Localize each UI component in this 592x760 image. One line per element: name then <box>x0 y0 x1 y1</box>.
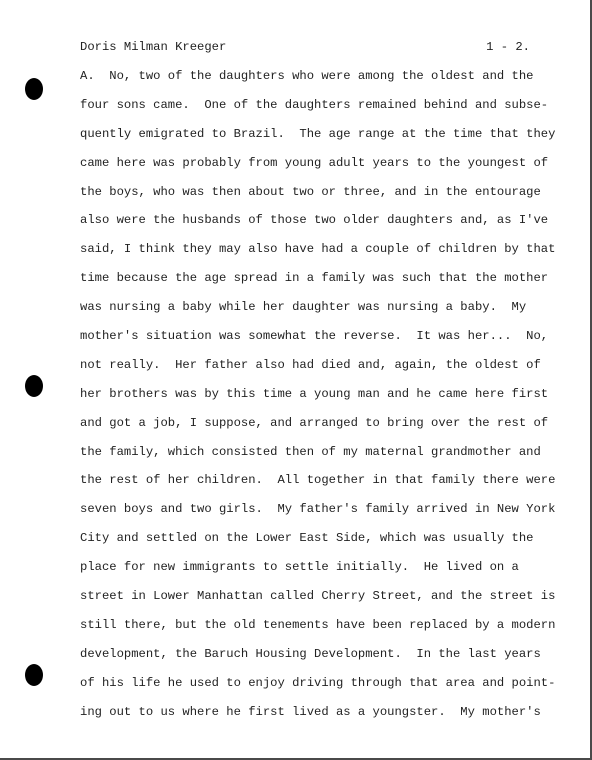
text-line: time because the age spread in a family was such that the mother <box>80 271 549 286</box>
text-line: said, I think they may also have had a couple of children by that <box>80 242 556 257</box>
text-line: street in Lower Manhattan called Cherry Street, and the street is <box>80 589 556 604</box>
text-line: the family, which consisted then of my maternal grandmother and <box>80 444 541 459</box>
punch-hole-middle <box>25 375 43 397</box>
text-line: the boys, who was then about two or three, and in the entourage <box>80 184 541 199</box>
text-line: also were the husbands of those two older daughters and, as I've <box>80 213 549 228</box>
text-line: four sons came. One of the daughters remained behind and subse- <box>80 97 549 112</box>
text-line: seven boys and two girls. My father's family arrived in New York <box>80 502 556 517</box>
text-line: came here was probably from young adult years to the youngest of <box>80 155 549 170</box>
text-line: was nursing a baby while her daughter was nursing a baby. My <box>80 300 527 315</box>
text-line: mother's situation was somewhat the reverse. It was her... No, <box>80 329 549 344</box>
page-header <box>80 38 530 56</box>
text-line: City and settled on the Lower East Side, which was usually the <box>80 531 534 546</box>
text-line: ing out to us where he first lived as a youngster. My mother's <box>80 704 541 719</box>
punch-hole-bottom <box>25 664 43 686</box>
text-line: still there, but the old tenements have been replaced by a modern <box>80 617 556 632</box>
text-line: A. No, two of the daughters who were among the oldest and the <box>80 69 534 83</box>
punch-hole-top <box>25 78 43 100</box>
text-line: her brothers was by this time a young man and he came here first <box>80 386 549 401</box>
interviewee-name: Doris Milman Kreeger <box>80 40 227 54</box>
text-line: and got a job, I suppose, and arranged to bring over the rest of <box>80 415 549 430</box>
text-line: not really. Her father also had died and, again, the oldest of <box>80 357 541 372</box>
transcript-body <box>80 66 556 730</box>
text-line: the rest of her children. All together in that family there were <box>80 473 556 488</box>
text-line: place for new immigrants to settle initially. He lived on a <box>80 560 519 575</box>
text-line: quently emigrated to Brazil. The age range at the time that they <box>80 126 556 141</box>
text-line: development, the Baruch Housing Development. In the last years <box>80 646 541 661</box>
text-line: of his life he used to enjoy driving through that area and point- <box>80 675 556 690</box>
page-number: 1 - 2. <box>486 40 530 54</box>
